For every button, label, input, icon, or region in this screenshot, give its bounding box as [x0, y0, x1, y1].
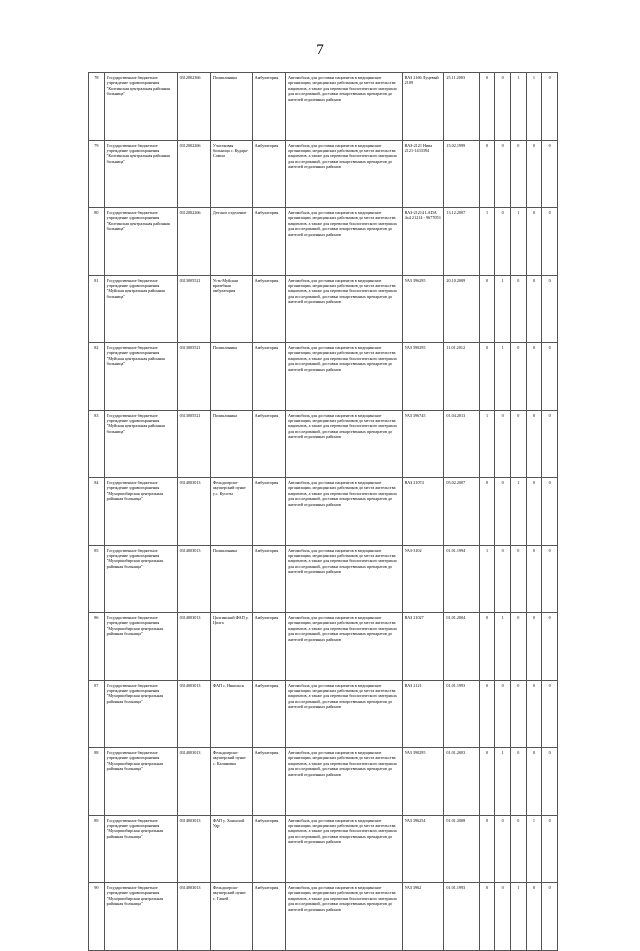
vehicle-purpose-cell: Автомобиль для доставки пациентов в медицинские организации, медицинских работников до места жительства пациентов, а также для перевозки биологического материала для исследований, доставки лекарственных препаратов до жителей отдаленных районов [285, 73, 402, 141]
flag-5-cell: 0 [542, 73, 558, 141]
table-row [89, 883, 558, 951]
vehicle-purpose-cell: Автомобиль для доставки пациентов в медицинские организации, медицинских работников до места жительства пациентов, а также для перевозки биологического материала для исследований, доставки лекарственных препаратов до жителей отдаленных районов [285, 478, 402, 546]
unit-type-cell: Амбулатория [252, 275, 285, 343]
table-row [89, 410, 558, 478]
flag-5-cell: 0 [542, 883, 558, 951]
flag-2-cell: 0 [495, 815, 511, 883]
table-row [89, 208, 558, 276]
flag-4-cell: 0 [526, 545, 542, 613]
unit-type-cell: Амбулатория [252, 883, 285, 951]
flag-1-cell: 0 [479, 140, 495, 208]
flag-4-cell: 0 [526, 343, 542, 411]
vehicle-model-cell: УАЗ 390295 [402, 748, 444, 816]
table-row [89, 478, 558, 546]
vehicle-purpose-cell: Автомобиль для доставки пациентов в медицинские организации, медицинских работников до места жительства пациентов, а также для перевозки биологического материала для исследований, доставки лекарственных препаратов до жителей отдаленных районов [285, 343, 402, 411]
vehicle-model-cell: ВАЗ-21214 LADA 4х4 21214 - 9677053 [402, 208, 444, 276]
flag-3-cell: 1 [511, 208, 527, 276]
flag-5-cell: 0 [542, 748, 558, 816]
registration-date-cell: 01.01.2004 [444, 613, 479, 681]
row-number: 78 [89, 73, 105, 141]
department-cell: Фельдшерско-акушерский пункт у.с. Кусоты [210, 478, 252, 546]
flag-3-cell: 0 [511, 680, 527, 748]
flag-4-cell: 1 [526, 73, 542, 141]
flag-1-cell: 0 [479, 275, 495, 343]
flag-1-cell: 1 [479, 410, 495, 478]
flag-5-cell: 0 [542, 275, 558, 343]
vehicle-model-cell: ВАЗ 2166 Луцевый 2109 [402, 73, 444, 141]
registration-date-cell: 05.02.2007 [444, 478, 479, 546]
vehicle-registry-table [88, 72, 558, 951]
organization-cell: Государственное бюджетное учреждение здравоохранения "Мухоршибирская центральная районная больница" [104, 748, 177, 816]
organization-cell: Государственное бюджетное учреждение здравоохранения "Мухоршибирская центральная районная больница" [104, 815, 177, 883]
table-row [89, 680, 558, 748]
flag-5-cell: 0 [542, 410, 558, 478]
flag-4-cell: 0 [526, 478, 542, 546]
unit-type-cell: Амбулатория [252, 680, 285, 748]
registration-date-cell: 01.01.1994 [444, 545, 479, 613]
flag-5-cell: 0 [542, 545, 558, 613]
flag-4-cell: 0 [526, 680, 542, 748]
department-cell: Поликлиника [210, 343, 252, 411]
flag-3-cell: 1 [511, 883, 527, 951]
flag-2-cell: 0 [495, 478, 511, 546]
vehicle-purpose-cell: Автомобиль для доставки пациентов в медицинские организации, медицинских работников до места жительства пациентов, а также для перевозки биологического материала для исследований, доставки лекарственных препаратов до жителей отдаленных районов [285, 140, 402, 208]
organization-cell: Государственное бюджетное учреждение здравоохранения "Мухоршибирская центральная районная больница" [104, 478, 177, 546]
table-row [89, 73, 558, 141]
unit-type-cell: Амбулатория [252, 613, 285, 681]
flag-2-cell: 0 [495, 73, 511, 141]
inn-code-cell: 0314003013 [177, 478, 210, 546]
flag-1-cell: 0 [479, 73, 495, 141]
flag-2-cell: 0 [495, 545, 511, 613]
inn-code-cell: 0314003013 [177, 815, 210, 883]
department-cell: Усть-Муйская врачебная амбулатория [210, 275, 252, 343]
flag-3-cell: 0 [511, 140, 527, 208]
flag-2-cell: 1 [495, 748, 511, 816]
flag-2-cell: 0 [495, 410, 511, 478]
vehicle-purpose-cell: Автомобиль для доставки пациентов в медицинские организации, медицинских работников до места жительства пациентов, а также для перевозки биологического материала для исследований, доставки лекарственных препаратов до жителей отдаленных районов [285, 410, 402, 478]
flag-1-cell: 0 [479, 680, 495, 748]
vehicle-model-cell: ВАЗ 21074 [402, 478, 444, 546]
flag-3-cell: 0 [511, 275, 527, 343]
unit-type-cell: Амбулатория [252, 815, 285, 883]
inn-code-cell: 0314003013 [177, 748, 210, 816]
inn-code-cell: 0312002266 [177, 140, 210, 208]
inn-code-cell: 0312002266 [177, 208, 210, 276]
table-row [89, 545, 558, 613]
inn-code-cell: 0313005521 [177, 275, 210, 343]
flag-1-cell: 1 [479, 545, 495, 613]
flag-4-cell: 1 [526, 815, 542, 883]
flag-2-cell: 1 [495, 343, 511, 411]
organization-cell: Государственное бюджетное учреждение здравоохранения "Колтинская центральная районная больница" [104, 140, 177, 208]
organization-cell: Государственное бюджетное учреждение здравоохранения "Колтинская центральная районная больница" [104, 73, 177, 141]
flag-1-cell: 0 [479, 748, 495, 816]
table-row [89, 613, 558, 681]
row-number: 80 [89, 208, 105, 276]
unit-type-cell: Амбулатория [252, 343, 285, 411]
department-cell: ФАП у. Хонхолой Удр [210, 815, 252, 883]
department-cell: Поликлиника [210, 410, 252, 478]
inn-code-cell: 0312002366 [177, 73, 210, 141]
flag-3-cell: 0 [511, 613, 527, 681]
row-number: 79 [89, 140, 105, 208]
vehicle-model-cell: УАЗ 390295 [402, 343, 444, 411]
registration-date-cell: 11.01.2012 [444, 343, 479, 411]
vehicle-model-cell: ВАЗ-2121 Нива 2121-1433394 [402, 140, 444, 208]
registration-date-cell: 15.02.1999 [444, 140, 479, 208]
flag-4-cell: 0 [526, 410, 542, 478]
registration-date-cell: 13.12.2007 [444, 208, 479, 276]
vehicle-purpose-cell: Автомобиль для доставки пациентов в медицинские организации, медицинских работников до места жительства пациентов, а также для перевозки биологического материала для исследований, доставки лекарственных препаратов до жителей отдаленных районов [285, 748, 402, 816]
flag-2-cell: 1 [495, 613, 511, 681]
unit-type-cell: Амбулатория [252, 748, 285, 816]
vehicle-model-cell: УАЗ 396745 [402, 410, 444, 478]
page-number: 7 [316, 42, 324, 58]
flag-4-cell: 0 [526, 275, 542, 343]
registration-date-cell: 20.10.2009 [444, 275, 479, 343]
department-cell: Фельдшерско-акушерский пункт с. Гашей [210, 883, 252, 951]
flag-3-cell: 1 [511, 73, 527, 141]
flag-4-cell: 0 [526, 140, 542, 208]
flag-5-cell: 0 [542, 815, 558, 883]
unit-type-cell: Амбулатория [252, 73, 285, 141]
organization-cell: Государственное бюджетное учреждение здравоохранения "Мухоршибирская центральная районная больница" [104, 613, 177, 681]
unit-type-cell: Амбулатория [252, 545, 285, 613]
flag-5-cell: 0 [542, 478, 558, 546]
row-number: 90 [89, 883, 105, 951]
registration-date-cell: 25.11.2003 [444, 73, 479, 141]
department-cell: ФАП с. Никольск [210, 680, 252, 748]
inn-code-cell: 0313005521 [177, 410, 210, 478]
flag-3-cell: 0 [511, 545, 527, 613]
organization-cell: Государственное бюджетное учреждение здравоохранения "Муйская центральная районная больница" [104, 275, 177, 343]
flag-1-cell: 1 [479, 208, 495, 276]
flag-5-cell: 0 [542, 343, 558, 411]
row-number: 82 [89, 343, 105, 411]
flag-3-cell: 0 [511, 815, 527, 883]
registration-date-cell: 01.04.2013 [444, 410, 479, 478]
flag-5-cell: 0 [542, 680, 558, 748]
vehicle-purpose-cell: Автомобиль для доставки пациентов в медицинские организации, медицинских работников до места жительства пациентов, а также для перевозки биологического материала для исследований, доставки лекарственных препаратов до жителей отдаленных районов [285, 815, 402, 883]
unit-type-cell: Амбулатория [252, 208, 285, 276]
table-row [89, 748, 558, 816]
flag-3-cell: 0 [511, 748, 527, 816]
flag-1-cell: 0 [479, 883, 495, 951]
flag-5-cell: 0 [542, 208, 558, 276]
registration-date-cell: 01.01.1993 [444, 883, 479, 951]
flag-5-cell: 0 [542, 613, 558, 681]
vehicle-model-cell: УАЗ 396295 [402, 275, 444, 343]
vehicle-purpose-cell: Автомобиль для доставки пациентов в медицинские организации, медицинских работников до места жительства пациентов, а также для перевозки биологического материала для исследований, доставки лекарственных препаратов до жителей отдаленных районов [285, 613, 402, 681]
registration-date-cell: 01.01.2008 [444, 815, 479, 883]
registration-date-cell: 01.01.2003 [444, 748, 479, 816]
inn-code-cell: 0314003013 [177, 613, 210, 681]
vehicle-model-cell: ВАЗ 2121 [402, 680, 444, 748]
organization-cell: Государственное бюджетное учреждение здравоохранения "Мухоршибирская центральная районная больница" [104, 883, 177, 951]
department-cell: Поликлиника [210, 73, 252, 141]
flag-4-cell: 0 [526, 748, 542, 816]
row-number: 86 [89, 613, 105, 681]
table-row [89, 343, 558, 411]
row-number: 81 [89, 275, 105, 343]
organization-cell: Государственное бюджетное учреждение здравоохранения "Колтинская центральная районная больница" [104, 208, 177, 276]
unit-type-cell: Амбулатория [252, 140, 285, 208]
organization-cell: Государственное бюджетное учреждение здравоохранения "Муйская центральная районная больница" [104, 410, 177, 478]
vehicle-model-cell: УАЗ 3962 [402, 883, 444, 951]
flag-2-cell: 1 [495, 275, 511, 343]
row-number: 83 [89, 410, 105, 478]
department-cell: Поликлиника [210, 545, 252, 613]
vehicle-model-cell: УАЗ-3102 [402, 545, 444, 613]
vehicle-purpose-cell: Автомобиль для доставки пациентов в медицинские организации, медицинских работников до места жительства пациентов, а также для перевозки биологического материала для исследований, доставки лекарственных препаратов до жителей отдаленных районов [285, 208, 402, 276]
flag-4-cell: 0 [526, 208, 542, 276]
department-cell: Детское отделение [210, 208, 252, 276]
vehicle-purpose-cell: Автомобиль для доставки пациентов в медицинские организации, медицинских работников до места жительства пациентов, а также для перевозки биологического материала для исследований, доставки лекарственных препаратов до жителей отдаленных районов [285, 883, 402, 951]
department-cell: Цолгинский ФАП у. Цолга [210, 613, 252, 681]
flag-2-cell: 0 [495, 208, 511, 276]
row-number: 87 [89, 680, 105, 748]
flag-1-cell: 0 [479, 815, 495, 883]
flag-1-cell: 0 [479, 478, 495, 546]
vehicle-purpose-cell: Автомобиль для доставки пациентов в медицинские организации, медицинских работников до места жительства пациентов, а также для перевозки биологического материала для исследований, доставки лекарственных препаратов до жителей отдаленных районов [285, 275, 402, 343]
inn-code-cell: 0314003013 [177, 545, 210, 613]
organization-cell: Государственное бюджетное учреждение здравоохранения "Муйская центральная районная больница" [104, 343, 177, 411]
vehicle-model-cell: УАЗ 396254 [402, 815, 444, 883]
flag-4-cell: 0 [526, 613, 542, 681]
table-row [89, 275, 558, 343]
inn-code-cell: 0314003013 [177, 883, 210, 951]
inn-code-cell: 0313005521 [177, 343, 210, 411]
unit-type-cell: Амбулатория [252, 410, 285, 478]
row-number: 85 [89, 545, 105, 613]
flag-3-cell: 1 [511, 478, 527, 546]
flag-2-cell: 0 [495, 140, 511, 208]
flag-3-cell: 0 [511, 410, 527, 478]
inn-code-cell: 0314003013 [177, 680, 210, 748]
organization-cell: Государственное бюджетное учреждение здравоохранения "Мухоршибирская центральная районная больница" [104, 545, 177, 613]
row-number: 84 [89, 478, 105, 546]
flag-1-cell: 0 [479, 343, 495, 411]
vehicle-purpose-cell: Автомобиль для доставки пациентов в медицинские организации, медицинских работников до места жительства пациентов, а также для перевозки биологического материала для исследований, доставки лекарственных препаратов до жителей отдаленных районов [285, 545, 402, 613]
organization-cell: Государственное бюджетное учреждение здравоохранения "Мухоршибирская центральная районная больница" [104, 680, 177, 748]
unit-type-cell: Амбулатория [252, 478, 285, 546]
flag-2-cell: 0 [495, 883, 511, 951]
department-cell: Фельдшерско-акушерский пункт с. Калиновка [210, 748, 252, 816]
flag-2-cell: 0 [495, 680, 511, 748]
flag-4-cell: 0 [526, 883, 542, 951]
flag-5-cell: 0 [542, 140, 558, 208]
table-row [89, 815, 558, 883]
row-number: 89 [89, 815, 105, 883]
vehicle-model-cell: ВАЗ 21027 [402, 613, 444, 681]
registration-date-cell: 01.01.1993 [444, 680, 479, 748]
table-row [89, 140, 558, 208]
vehicle-purpose-cell: Автомобиль для доставки пациентов в медицинские организации, медицинских работников до места жительства пациентов, а также для перевозки биологического материала для исследований, доставки лекарственных препаратов до жителей отдаленных районов [285, 680, 402, 748]
row-number: 88 [89, 748, 105, 816]
flag-1-cell: 0 [479, 613, 495, 681]
flag-3-cell: 0 [511, 343, 527, 411]
department-cell: Участковая больница с. Кудара-Сомон [210, 140, 252, 208]
